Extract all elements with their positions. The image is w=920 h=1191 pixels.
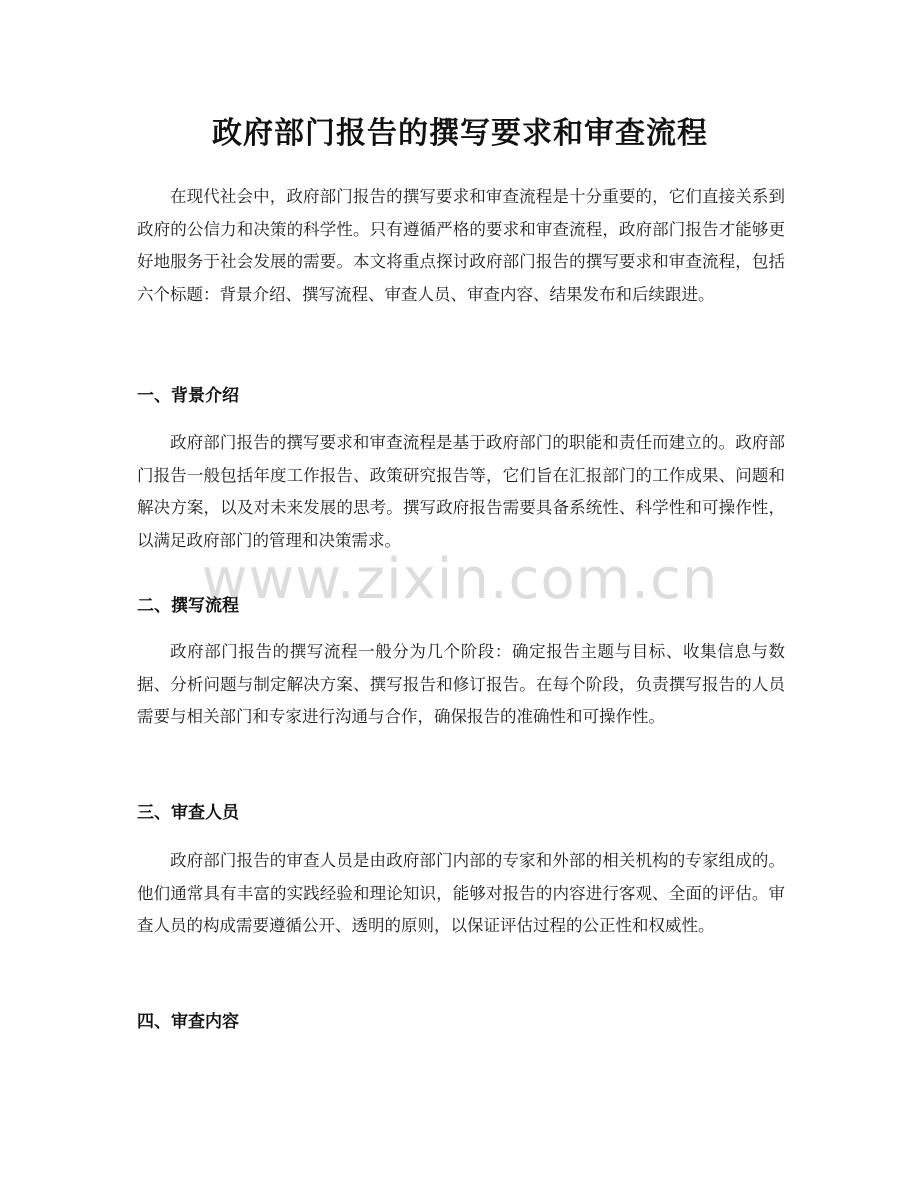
section-body-writing-process: 政府部门报告的撰写流程一般分为几个阶段：确定报告主题与目标、收集信息与数据、分析问题与制定解决方案、撰写报告和修订报告。在每个阶段，负责撰写报告的人员需要与相关部门和专家进行沟通与合作，确保报告的准确性和可操作性。 (137, 642, 785, 726)
intro-paragraph: 在现代社会中，政府部门报告的撰写要求和审查流程是十分重要的，它们直接关系到政府的公信力和决策的科学性。只有遵循严格的要求和审查流程，政府部门报告才能够更好地服务于社会发展的需要。本文将重点探讨政府部门报告的撰写要求和审查流程，包括六个标题：背景介绍、撰写流程、审查人员、审查内容、结果发布和后续跟进。 (137, 187, 785, 304)
section-heading-review-content: 四、审查内容 (137, 1012, 239, 1032)
section-heading-writing-process: 二、撰写流程 (137, 596, 239, 616)
watermark-text: www.zixin.com.cn (201, 547, 719, 612)
section-body-background: 政府部门报告的撰写要求和审查流程是基于政府部门的职能和责任而建立的。政府部门报告一般包括年度工作报告、政策研究报告等，它们旨在汇报部门的工作成果、问题和解决方案，以及对未来发展的思考。撰写政府报告需要具备系统性、科学性和可操作性，以满足政府部门的管理和决策需求。 (137, 433, 785, 550)
section-body-reviewers: 政府部门报告的审查人员是由政府部门内部的专家和外部的相关机构的专家组成的。他们通常具有丰富的实践经验和理论知识，能够对报告的内容进行客观、全面的评估。审查人员的构成需要遵循公开、透明的原则，以保证评估过程的公正性和权威性。 (137, 851, 785, 935)
section-heading-reviewers: 三、审查人员 (137, 803, 239, 823)
document-title: 政府部门报告的撰写要求和审查流程 (212, 116, 708, 151)
section-heading-background: 一、背景介绍 (137, 386, 239, 406)
